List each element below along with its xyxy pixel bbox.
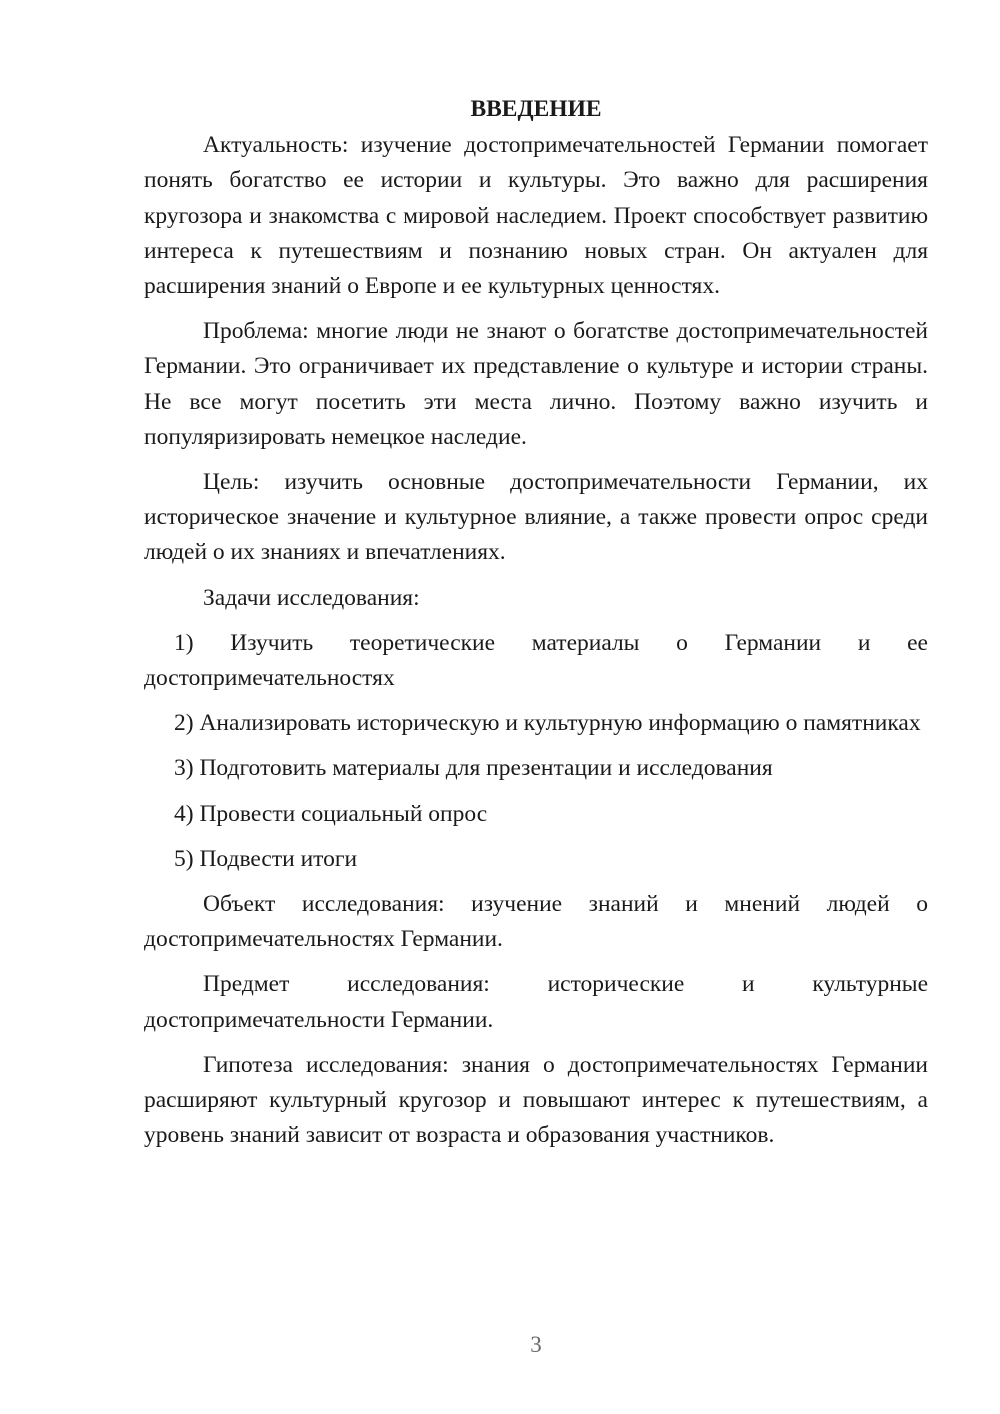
page-number: 3 <box>530 1332 542 1357</box>
subject-paragraph: Предмет исследования: исторические и культурные достопримечательности Германии. <box>144 971 928 1033</box>
task-item-3: 3) Подготовить материалы для презентации и исследования <box>174 755 773 782</box>
task-item-5: 5) Подвести итоги <box>174 845 358 872</box>
relevance-paragraph: Актуальность: изучение достопримечательностей Германии помогает понять богатство ее истории и культуры. Это важно для расширения кругозора и знакомства с мировой наследием. Проект способствует развитию интереса к путешествиям и познанию новых стран. Он актуален для расширения знаний о Европе и ее культурных ценностях. <box>144 132 928 300</box>
tasks-heading: Задачи исследования: <box>203 584 420 611</box>
object-paragraph: Объект исследования: изучение знаний и мнений людей о достопримечательностях Германии. <box>144 891 928 953</box>
task-item-4: 4) Провести социальный опрос <box>174 800 488 827</box>
task-item-1: 1) Изучить теоретические материалы о Германии и ее достопримечательностях <box>144 629 928 692</box>
hypothesis-paragraph: Гипотеза исследования: знания о достопримечательностях Германии расширяют культурный кругозор и повышают интерес к путешествиям, а уровень знаний зависит от возраста и образования участников. <box>144 1051 928 1149</box>
page-title: ВВЕДЕНИЕ <box>470 96 602 122</box>
goal-paragraph: Цель: изучить основные достопримечательности Германии, их историческое значение и культурное влияние, а также провести опрос среди людей о их знаниях и впечатлениях. <box>144 469 928 566</box>
task-item-2: 2) Анализировать историческую и культурную информацию о памятниках <box>174 710 921 737</box>
problem-paragraph: Проблема: многие люди не знают о богатстве достопримечательностей Германии. Это ограничивает их представление о культуре и истории страны. Не все могут посетить эти места лично. Поэтому важно изучить и популяризировать немецкое наследие. <box>144 318 928 450</box>
page-content <box>144 92 928 1163</box>
